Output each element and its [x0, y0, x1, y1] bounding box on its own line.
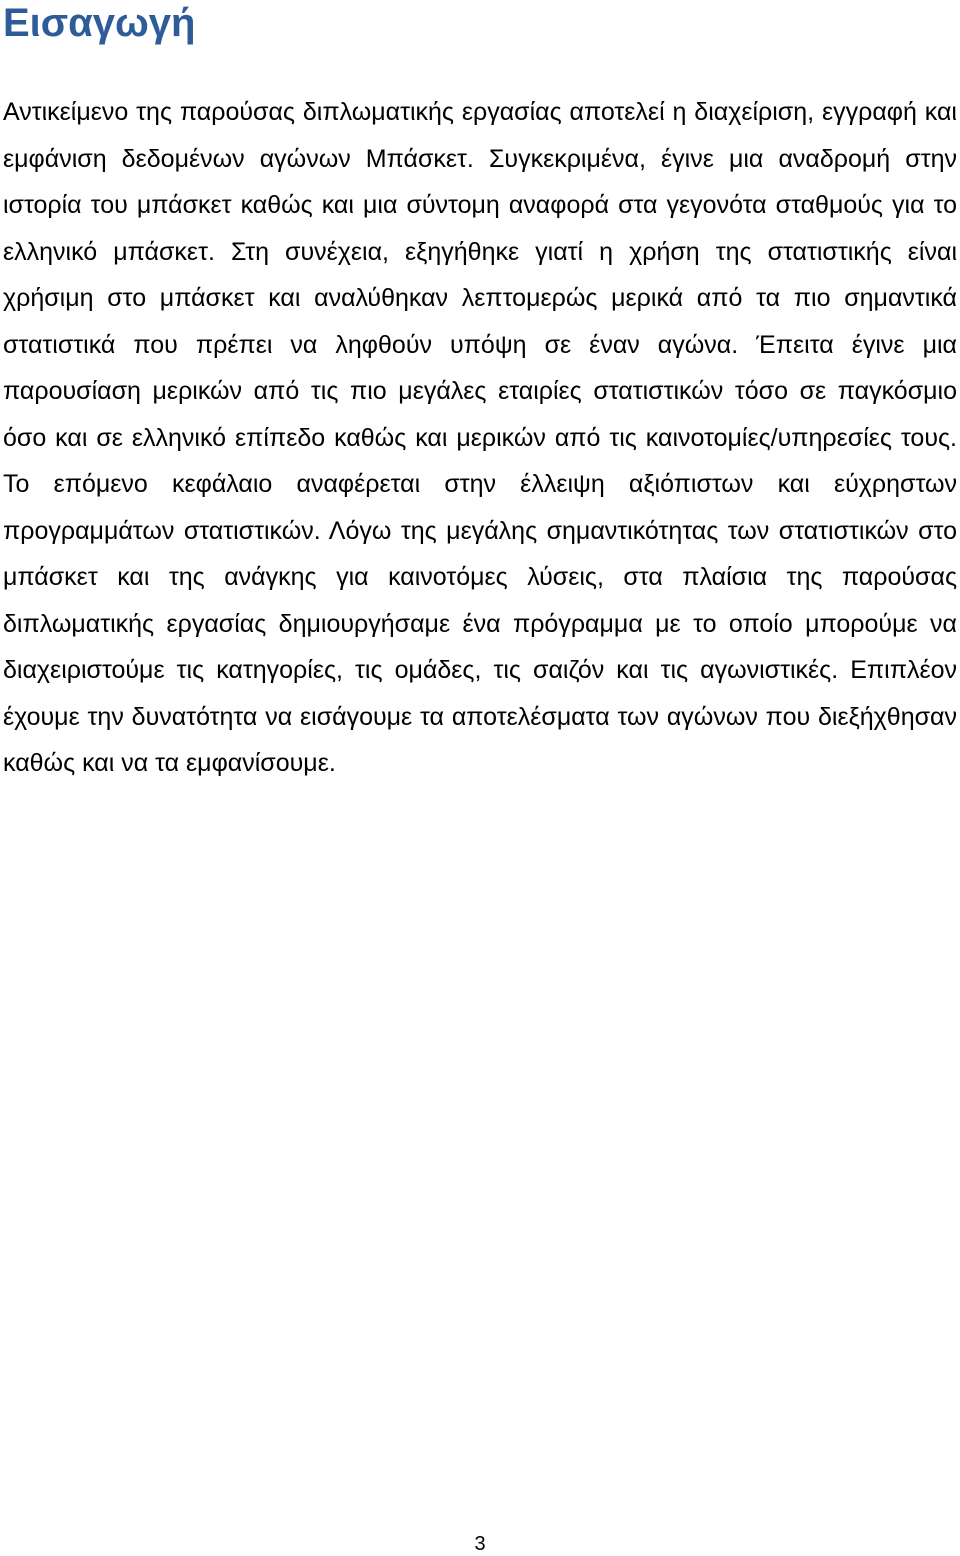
- body-paragraph: Αντικείμενο της παρούσας διπλωματικής εργασίας αποτελεί η διαχείριση, εγγραφή και εμφάνιση δεδομένων αγώνων Μπάσκετ. Συγκεκριμένα, έγινε μια αναδρομή στην ιστορία του μπάσκετ καθώς και μια σύντομη αναφορά στα γεγονότα σταθμούς για το ελληνικό μπάσκετ. Στη συνέχεια, εξηγήθηκε γιατί η χρήση της στατιστικής είναι χρήσιμη στο μπάσκετ και αναλύθηκαν λεπτομερώς μερικά από τα πιο σημαντικά στατιστικά που πρέπει να ληφθούν υπόψη σε έναν αγώνα. Έπειτα έγινε μια παρουσίαση μερικών από τις πιο μεγάλες εταιρίες στατιστικών τόσο σε παγκόσμιο όσο και σε ελληνικό επίπεδο καθώς και μερικών από τις καινοτομίες/υπηρεσίες τους. Το επόμενο κεφάλαιο αναφέρεται στην έλλειψη αξιόπιστων και εύχρηστων προγραμμάτων στατιστικών. Λόγω της μεγάλης σημαντικότητας των στατιστικών στο μπάσκετ και της ανάγκης για καινοτόμες λύσεις, στα πλαίσια της παρούσας διπλωματικής εργασίας δημιουργήσαμε ένα πρόγραμμα με το οποίο μπορούμε να διαχειριστούμε τις κατηγορίες, τις ομάδες, τις σαιζόν και τις αγωνιστικές. Επιπλέον έχουμε την δυνατότητα να εισάγουμε τα αποτελέσματα των αγώνων που διεξήχθησαν καθώς και να τα εμφανίσουμε.: [3, 98, 957, 777]
- page-number: 3: [474, 1533, 486, 1555]
- section-heading: Εισαγωγή: [3, 1, 196, 45]
